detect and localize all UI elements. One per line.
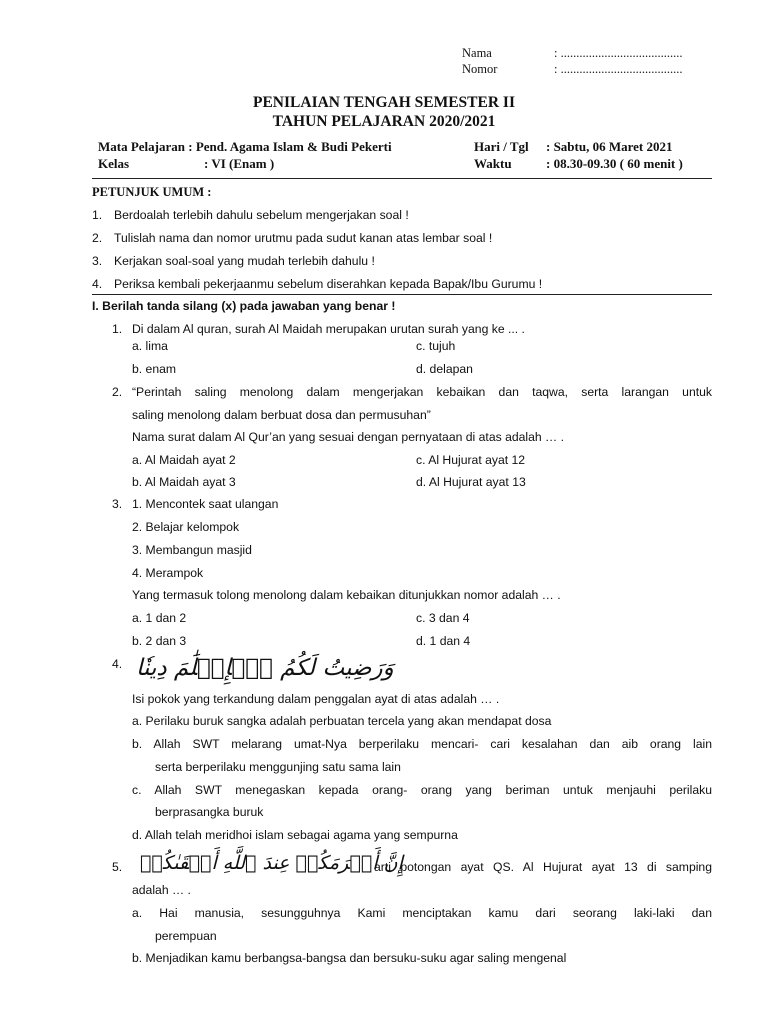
instruction-text: Berdoalah terlebih dahulu sebelum mengerjakan soal ! [114, 208, 409, 222]
question-text: Yang termasuk tolong menolong dalam kebaikan ditunjukkan nomor adalah … . [132, 588, 561, 602]
exam-year: TAHUN PELAJARAN 2020/2021 [272, 113, 496, 130]
date-label: Hari / Tgl [474, 139, 529, 154]
option-c: c. 3 dan 4 [416, 611, 470, 625]
option-d: d. delapan [416, 362, 473, 376]
name-field: : ....................................... [554, 46, 683, 60]
statement-item: 2. Belajar kelompok [132, 520, 240, 534]
question-number: 1. [112, 322, 123, 336]
date-value: : Sabtu, 06 Maret 2021 [546, 139, 673, 154]
instructions-divider [92, 294, 712, 295]
time-value: : 08.30-09.30 ( 60 menit ) [546, 156, 683, 171]
class-value: : VI (Enam ) [204, 156, 275, 171]
option-b: b. 2 dan 3 [132, 634, 187, 648]
option-c: c. Allah SWT menegaskan kepada orang- orang yang beriman untuk menjauhi perilaku [132, 783, 712, 797]
time-label: Waktu [474, 156, 512, 171]
option-b: b. Allah SWT melarang umat-Nya berperilaku mencari- cari kesalahan dan aib orang lain [132, 737, 712, 751]
exam-title: PENILAIAN TENGAH SEMESTER II [253, 94, 515, 111]
option-a: a. Hai manusia, sesungguhnya Kami menciptakan kamu dari seorang laki-laki dan [132, 906, 712, 920]
question-text: saling menolong dalam berbuat dosa dan permusuhan” [132, 408, 431, 422]
question-text: arti potongan ayat QS. Al Hujurat ayat 13 di samping [374, 860, 712, 874]
option-d: d. Al Hujurat ayat 13 [416, 475, 526, 489]
arabic-verse: إِنَّ أَكۡرَمَكُمۡ عِندَ ٱللَّهِ أَتۡقَىٰكُمۡ [140, 852, 403, 874]
instruction-num: 1. [92, 208, 103, 222]
option-b: b. enam [132, 362, 177, 376]
subject-info: Mata Pelajaran : Pend. Agama Islam & Budi Pekerti [98, 139, 392, 154]
question-text: adalah … . [132, 883, 191, 897]
option-d: d. Allah telah meridhoi islam sebagai agama yang sempurna [132, 828, 458, 842]
statement-item: 1. Mencontek saat ulangan [132, 497, 279, 511]
question-text: Isi pokok yang terkandung dalam penggalan ayat di atas adalah … . [132, 692, 500, 706]
statement-item: 3. Membangun masjid [132, 543, 252, 557]
question-text: Di dalam Al quran, surah Al Maidah merupakan urutan surah yang ke ... . [132, 322, 525, 336]
question-text: Nama surat dalam Al Qur’an yang sesuai dengan pernyataan di atas adalah … . [132, 430, 565, 444]
number-field: : ....................................... [554, 62, 683, 76]
instruction-text: Kerjakan soal-soal yang mudah terlebih dahulu ! [114, 254, 375, 268]
option-c-continued: berprasangka buruk [155, 805, 264, 819]
instruction-text: Periksa kembali pekerjaanmu sebelum diserahkan kepada Bapak/Ibu Gurumu ! [114, 277, 543, 291]
header-divider [92, 178, 712, 179]
instruction-num: 2. [92, 231, 103, 245]
option-a: a. lima [132, 339, 168, 353]
name-label: Nama [462, 46, 492, 60]
question-number: 2. [112, 385, 123, 399]
option-b-continued: serta berperilaku menggunjing satu sama lain [155, 760, 401, 774]
question-number: 4. [112, 657, 123, 671]
option-a: a. 1 dan 2 [132, 611, 187, 625]
section-heading: I. Berilah tanda silang (x) pada jawaban yang benar ! [92, 299, 396, 313]
option-c: c. tujuh [416, 339, 456, 353]
statement-item: 4. Merampok [132, 566, 204, 580]
arabic-verse: وَرَضِيتُ لَكُمُ ٱلۡإِسۡلَٰمَ دِينٗا [136, 655, 394, 681]
instruction-num: 4. [92, 277, 103, 291]
instruction-num: 3. [92, 254, 103, 268]
option-b: b. Al Maidah ayat 3 [132, 475, 236, 489]
option-a-continued: perempuan [155, 929, 217, 943]
option-a: a. Perilaku buruk sangka adalah perbuatan tercela yang akan mendapat dosa [132, 714, 552, 728]
option-a: a. Al Maidah ayat 2 [132, 453, 236, 467]
question-number: 3. [112, 497, 123, 511]
instructions-heading: PETUNJUK UMUM : [92, 185, 212, 199]
class-label: Kelas [98, 156, 130, 171]
option-d: d. 1 dan 4 [416, 634, 471, 648]
question-number: 5. [112, 860, 123, 874]
question-text: “Perintah saling menolong dalam mengerjakan kebaikan dan taqwa, serta larangan untuk [132, 385, 712, 399]
instruction-text: Tulislah nama dan nomor urutmu pada sudut kanan atas lembar soal ! [114, 231, 493, 245]
number-label: Nomor [462, 62, 498, 76]
option-c: c. Al Hujurat ayat 12 [416, 453, 526, 467]
option-b: b. Menjadikan kamu berbangsa-bangsa dan bersuku-suku agar saling mengenal [132, 951, 567, 965]
